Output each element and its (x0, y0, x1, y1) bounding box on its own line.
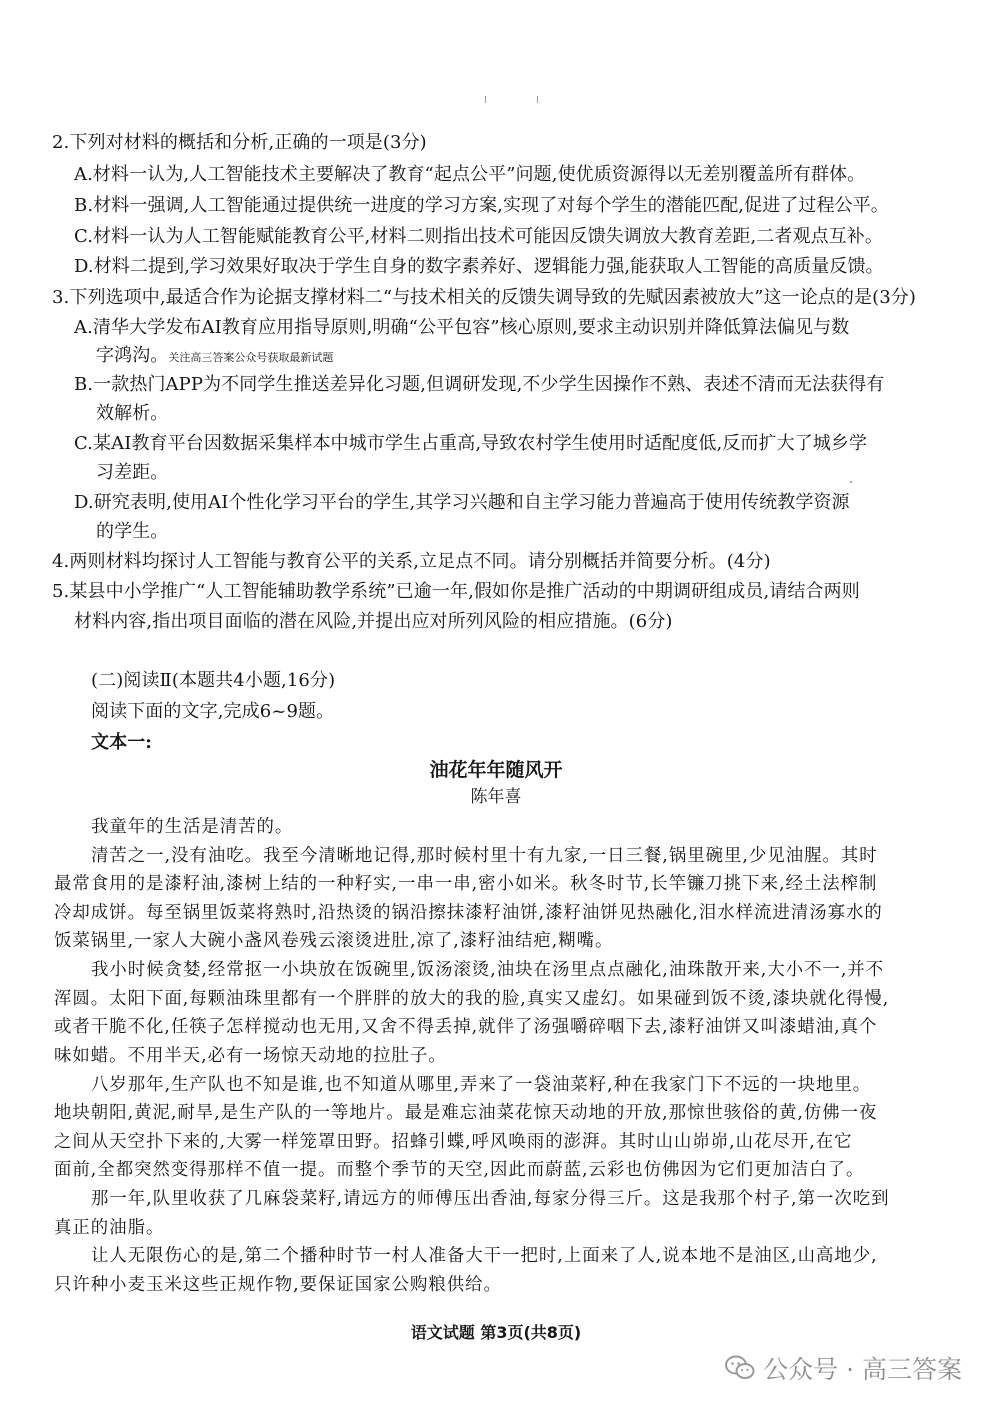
question-2-option-c: C.材料一认为人工智能赋能教育公平,材料二则指出技术可能因反馈失调放大教育差距,二者观点互补。 (74, 226, 883, 247)
article-line: 之间从天空扑下来的,大雾一样笼罩田野。招蜂引蝶,呼风唤雨的澎湃。其时山山峁峁,山花尽开,在它 (54, 1132, 853, 1152)
question-4: 4.两则材料均探讨人工智能与教育公平的关系,立足点不同。请分别概括并简要分析。(4分) (52, 551, 771, 572)
question-3-option-a-line2-text: 字鸿沟。 (96, 345, 169, 366)
scan-speck (850, 481, 852, 483)
question-3-option-b-line1: B.一款热门APP为不同学生推送差异化习题,但调研发现,不少学生因操作不熟、表述不清而无法获得有 (74, 374, 885, 395)
article-line: 八岁那年,生产队也不知是谁,也不知道从哪里,弄来了一袋油菜籽,种在我家门下不远的一块地里。 (91, 1075, 872, 1095)
question-2-option-a: A.材料一认为,人工智能技术主要解决了教育“起点公平”问题,使优质资源得以无差别覆盖所有群体。 (74, 164, 866, 185)
article-line: 我童年的生活是清苦的。 (91, 817, 294, 837)
article-line: 或者干脆不化,任筷子怎样搅动也无用,又舍不得丢掉,就伴了汤强嚼碎咽下去,漆籽油饼又叫漆蜡油,真个 (54, 1017, 878, 1037)
article-line: 让人无限伤心的是,第二个播种时节一村人准备大干一把时,上面来了人,说本地不是油区,山高地少, (91, 1246, 878, 1266)
section-2-heading: (二)阅读Ⅱ(本题共4小题,16分) (91, 670, 336, 691)
question-3-option-d-line2: 的学生。 (96, 521, 169, 542)
article-line: 那一年,队里收获了几麻袋菜籽,请远方的师傅压出香油,每家分得三斤。这是我那个村子,第一次吃到 (91, 1189, 890, 1209)
article-author: 陈年喜 (470, 787, 522, 807)
article-line: 面前,全都突然变得那样不值一提。而整个季节的天空,因此而蔚蓝,云彩也仿佛因为它们更加洁白了。 (54, 1160, 865, 1180)
article-title: 油花年年随风开 (429, 759, 563, 781)
article-line: 浑圆。太阳下面,每颗油珠里都有一个胖胖的放大的我的脸,真实又虚幻。如果碰到饭不烫,漆块就化得慢, (54, 989, 890, 1009)
question-3-stem: 3.下列选项中,最适合作为论据支撑材料二“与技术相关的反馈失调导致的先赋因素被放大”这一论点的是(3分) (52, 287, 916, 308)
question-2-option-b: B.材料一强调,人工智能通过提供统一进度的学习方案,实现了对每个学生的潜能匹配,促进了过程公平。 (74, 195, 889, 216)
article-line: 味如蜡。不用半天,必有一场惊天动地的拉肚子。 (54, 1046, 447, 1066)
article-line: 我小时候贪婪,经常抠一小块放在饭碗里,饭汤滚烫,油块在汤里点点融化,油珠散开来,大小不一,并不 (91, 960, 885, 980)
question-3-option-b-line2: 效解析。 (96, 403, 169, 424)
wechat-icon (725, 1355, 755, 1381)
article-line: 饭菜锅里,一家人大碗小盏风卷残云滚烫进肚,凉了,漆籽油结疤,糊嘴。 (54, 931, 614, 951)
page-footer: 语文试题 第3页(共8页) (410, 1323, 582, 1342)
article-line: 清苦之一,没有油吃。我至今清晰地记得,那时候村里十有九家,一日三餐,锅里碗里,少见油腥。其时 (91, 846, 878, 866)
question-5-line1: 5.某县中小学推广“人工智能辅助教学系统”已逾一年,假如你是推广活动的中期调研组成员,请结合两则 (52, 581, 860, 602)
article-line: 真正的油脂。 (54, 1218, 165, 1238)
scan-mark (485, 96, 486, 103)
article-line: 最常食用的是漆籽油,漆树上结的一种籽实,一串一串,密小如米。秋冬时节,长竿镰刀挑下来,经土法榨制 (54, 874, 878, 894)
promo-note: 关注高三答案公众号获取最新试题 (168, 351, 334, 364)
question-3-option-a-line2 (96, 344, 333, 370)
question-3-option-c-line1: C.某AI教育平台因数据采集样本中城市学生占重高,导致农村学生使用时适配度低,反而扩大了城乡学 (74, 433, 868, 454)
watermark-text: 公众号 · 高三答案 (763, 1355, 962, 1384)
section-2-instruction: 阅读下面的文字,完成6~9题。 (91, 701, 335, 722)
article-line: 地块朝阳,黄泥,耐旱,是生产队的一等地片。最是难忘油菜花惊天动地的开放,那惊世骇俗的黄,仿佛一夜 (54, 1103, 878, 1123)
article-line: 冷却成饼。每至锅里饭菜将熟时,沿热烫的锅沿擦抹漆籽油饼,漆籽油饼见热融化,泪水样流进清汤寡水的 (54, 903, 883, 923)
text-one-label: 文本一: (91, 732, 153, 753)
question-3-option-c-line2: 习差距。 (96, 462, 169, 483)
question-5-line2: 材料内容,指出项目面临的潜在风险,并提出应对所列风险的相应措施。(6分) (74, 611, 673, 632)
article-line: 只许种小麦玉米这些正规作物,要保证国家公购粮供给。 (54, 1275, 502, 1295)
question-2-stem: 2.下列对材料的概括和分析,正确的一项是(3分) (52, 132, 427, 153)
watermark (725, 1350, 962, 1386)
question-2-option-d: D.材料二提到,学习效果好取决于学生自身的数字素养好、逻辑能力强,能获取人工智能的高质量反馈。 (74, 256, 884, 277)
question-3-option-a-line1: A.清华大学发布AI教育应用指导原则,明确“公平包容”核心原则,要求主动识别并降低算法偏见与数 (74, 317, 850, 338)
question-3-option-d-line1: D.研究表明,使用AI个性化学习平台的学生,其学习兴趣和自主学习能力普遍高于使用传统教学资源 (74, 492, 850, 513)
scan-mark (537, 96, 538, 103)
